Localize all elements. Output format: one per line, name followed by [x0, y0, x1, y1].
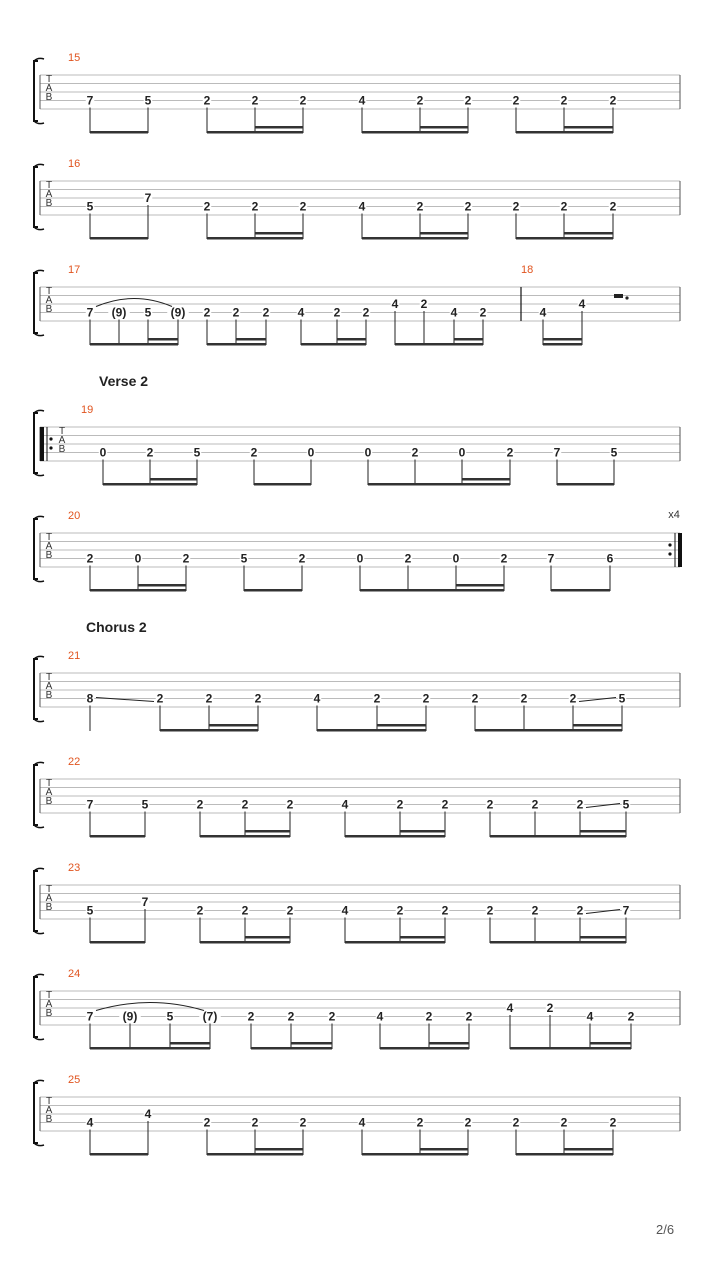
- fret-number: 2: [512, 199, 520, 214]
- fret-number: 7: [553, 445, 561, 460]
- fret-number: 7: [86, 797, 94, 812]
- system-bracket: [34, 977, 38, 1037]
- fret-number: 2: [251, 93, 259, 108]
- measure-number: 21: [68, 650, 81, 662]
- fret-number: 7: [86, 93, 94, 108]
- system-bracket: [34, 273, 38, 333]
- tab-clef-letter: T: [45, 1096, 53, 1107]
- secondary-beam: [255, 126, 303, 129]
- secondary-beam: [138, 584, 186, 587]
- fret-number: 2: [420, 297, 428, 311]
- tab-system: [34, 1074, 680, 1156]
- secondary-beam: [573, 724, 622, 727]
- bracket-curl-top: [34, 656, 44, 659]
- fret-number: 2: [362, 305, 370, 320]
- fret-number: 2: [396, 797, 404, 812]
- fret-number: 2: [531, 797, 539, 812]
- repeat-dot: [49, 437, 52, 440]
- fret-number: 2: [333, 305, 341, 320]
- fret-number: 2: [232, 305, 240, 320]
- secondary-beam: [420, 1148, 468, 1151]
- fret-number: 2: [251, 199, 259, 214]
- secondary-beam: [456, 584, 504, 587]
- secondary-beam: [564, 126, 613, 129]
- fret-number: 2: [560, 1115, 568, 1130]
- tab-system: [34, 968, 680, 1050]
- secondary-beam: [209, 724, 258, 727]
- fret-number: 2: [500, 551, 508, 566]
- fret-number: 2: [196, 903, 204, 918]
- beam: [90, 343, 178, 346]
- fret-number: 5: [141, 797, 149, 812]
- fret-number: 4: [341, 797, 349, 812]
- tab-clef-letter: A: [45, 681, 53, 692]
- fret-number: 5: [193, 445, 201, 460]
- system-bracket: [34, 167, 38, 227]
- fret-number: 2: [546, 1001, 554, 1015]
- tab-clef-letter: T: [45, 180, 53, 191]
- fret-number: 2: [627, 1009, 635, 1024]
- fret-number: (7): [202, 1009, 218, 1024]
- beam: [360, 589, 504, 592]
- bracket-curl-top: [34, 1080, 44, 1083]
- tab-clef-letter: B: [45, 304, 53, 315]
- bracket-curl-top: [34, 516, 44, 519]
- fret-number: 2: [560, 199, 568, 214]
- fret-number: 2: [576, 903, 584, 918]
- beam: [90, 941, 145, 944]
- fret-number: 2: [299, 1115, 307, 1130]
- fret-number: 2: [416, 199, 424, 214]
- fret-number: 7: [86, 1009, 94, 1024]
- tab-clef-letter: B: [45, 690, 53, 701]
- fret-number: 0: [364, 445, 372, 460]
- fret-number: 2: [86, 551, 94, 566]
- tab-system: [34, 264, 680, 346]
- tab-clef-letter: A: [45, 541, 53, 552]
- section-label-chorus-2: Chorus 2: [86, 619, 147, 635]
- beam: [345, 835, 445, 838]
- measure-number: 17: [68, 264, 81, 276]
- fret-number: 7: [141, 895, 149, 909]
- fret-number: 2: [569, 691, 577, 706]
- fret-number: 0: [134, 551, 142, 566]
- fret-number: 5: [622, 797, 630, 812]
- tab-clef-letter: A: [45, 1105, 53, 1116]
- secondary-beam: [454, 338, 483, 341]
- fret-number: 2: [298, 551, 306, 566]
- tab-clef-letter: T: [45, 672, 53, 683]
- tab-clef-letter: T: [45, 532, 53, 543]
- fret-number: 2: [286, 797, 294, 812]
- beam: [90, 237, 148, 240]
- tab-clef-letter: B: [45, 1008, 53, 1019]
- secondary-beam: [255, 1148, 303, 1151]
- fret-number: 6: [606, 551, 614, 566]
- fret-number: 5: [240, 551, 248, 566]
- tab-clef-letter: A: [45, 999, 53, 1010]
- secondary-beam: [245, 830, 290, 833]
- fret-number: 2: [299, 199, 307, 214]
- fret-number: 2: [486, 797, 494, 812]
- fret-number: 2: [251, 1115, 259, 1130]
- tab-clef-letter: B: [45, 796, 53, 807]
- tab-system: [34, 158, 680, 240]
- fret-number: 2: [464, 1115, 472, 1130]
- fret-number: 2: [205, 691, 213, 706]
- bracket-curl-bottom: [34, 121, 44, 124]
- secondary-beam: [236, 338, 266, 341]
- secondary-beam: [377, 724, 426, 727]
- secondary-beam: [590, 1042, 631, 1045]
- tab-system: [34, 404, 680, 486]
- fret-number: 2: [416, 1115, 424, 1130]
- fret-number: 2: [156, 691, 164, 706]
- beam: [395, 343, 483, 346]
- secondary-beam: [170, 1042, 210, 1045]
- fret-number: 4: [358, 199, 366, 214]
- fret-number: 2: [241, 903, 249, 918]
- fret-number: 2: [182, 551, 190, 566]
- fret-number: 4: [586, 1009, 594, 1024]
- bracket-curl-top: [34, 974, 44, 977]
- fret-number: 2: [425, 1009, 433, 1024]
- fret-number: (9): [122, 1009, 138, 1024]
- repeat-count: x4: [668, 509, 680, 521]
- tab-clef-letter: T: [58, 426, 66, 437]
- fret-number: (9): [170, 305, 186, 320]
- fret-number: 7: [547, 551, 555, 566]
- beam: [244, 589, 302, 592]
- fret-number: 7: [622, 903, 630, 918]
- secondary-beam: [150, 478, 197, 481]
- secondary-beam: [580, 830, 626, 833]
- fret-number: 2: [328, 1009, 336, 1024]
- bracket-curl-bottom: [34, 227, 44, 230]
- secondary-beam: [580, 936, 626, 939]
- rest-dot: [625, 296, 628, 299]
- bracket-curl-bottom: [34, 1143, 44, 1146]
- beam: [345, 941, 445, 944]
- beam: [516, 1153, 613, 1156]
- fret-number: 2: [254, 691, 262, 706]
- measure-number: 25: [68, 1074, 81, 1086]
- tab-clef-letter: B: [45, 550, 53, 561]
- beam: [254, 483, 311, 486]
- tab-system: [34, 756, 680, 838]
- beam: [207, 237, 303, 240]
- fret-number: 4: [506, 1001, 514, 1015]
- beam: [510, 1047, 631, 1050]
- fret-number: 2: [464, 93, 472, 108]
- fret-number: 2: [373, 691, 381, 706]
- fret-number: 2: [520, 691, 528, 706]
- fret-number: 2: [465, 1009, 473, 1024]
- beam: [207, 343, 266, 346]
- beam: [368, 483, 510, 486]
- fret-number: 4: [539, 305, 547, 320]
- beam: [207, 1153, 303, 1156]
- system-bracket: [34, 61, 38, 121]
- tab-clef-letter: A: [45, 83, 53, 94]
- slur: [96, 299, 172, 307]
- beam: [362, 237, 468, 240]
- secondary-beam: [462, 478, 510, 481]
- fret-number: 0: [307, 445, 315, 460]
- section-label-verse-2: Verse 2: [99, 373, 149, 389]
- secondary-beam: [400, 936, 445, 939]
- bracket-curl-bottom: [34, 1037, 44, 1040]
- tab-clef-letter: A: [45, 893, 53, 904]
- secondary-beam: [291, 1042, 332, 1045]
- fret-number: 2: [609, 93, 617, 108]
- repeat-end-thick-barline: [678, 533, 682, 567]
- bracket-curl-top: [34, 410, 44, 413]
- repeat-dot: [668, 543, 671, 546]
- beam: [557, 483, 614, 486]
- secondary-beam: [255, 232, 303, 235]
- bracket-curl-top: [34, 762, 44, 765]
- fret-number: 2: [531, 903, 539, 918]
- tab-clef-letter: T: [45, 884, 53, 895]
- secondary-beam: [564, 1148, 613, 1151]
- measure-number: 16: [68, 158, 81, 170]
- secondary-beam: [564, 232, 613, 235]
- beam: [160, 729, 258, 732]
- fret-number: 4: [86, 1115, 94, 1130]
- tab-system: [34, 52, 680, 134]
- system-bracket: [34, 871, 38, 931]
- beam: [490, 835, 626, 838]
- tab-system: [34, 650, 680, 732]
- fret-number: 2: [299, 93, 307, 108]
- fret-number: 0: [99, 445, 107, 460]
- tab-clef-letter: B: [45, 92, 53, 103]
- secondary-beam: [420, 126, 468, 129]
- fret-number: 2: [286, 903, 294, 918]
- fret-number: 4: [144, 1107, 152, 1121]
- measure-number: 24: [68, 968, 81, 980]
- fret-number: 2: [203, 1115, 211, 1130]
- fret-number: 5: [166, 1009, 174, 1024]
- fret-number: (9): [111, 305, 127, 320]
- secondary-beam: [245, 936, 290, 939]
- fret-number: 2: [512, 1115, 520, 1130]
- fret-number: 2: [560, 93, 568, 108]
- slur: [96, 1003, 204, 1011]
- fret-number: 2: [486, 903, 494, 918]
- bracket-curl-top: [34, 164, 44, 167]
- fret-number: 5: [86, 199, 94, 214]
- fret-number: 2: [247, 1009, 255, 1024]
- fret-number: 2: [262, 305, 270, 320]
- fret-number: 4: [578, 297, 586, 311]
- fret-number: 2: [146, 445, 154, 460]
- fret-number: 2: [203, 199, 211, 214]
- measure-number: 20: [68, 510, 81, 522]
- beam: [317, 729, 426, 732]
- secondary-beam: [337, 338, 366, 341]
- secondary-beam: [429, 1042, 469, 1045]
- tab-clef-letter: A: [45, 189, 53, 200]
- fret-number: 4: [358, 93, 366, 108]
- fret-number: 2: [241, 797, 249, 812]
- bracket-curl-bottom: [34, 333, 44, 336]
- measure-number: 18: [521, 264, 534, 276]
- repeat-dot: [668, 552, 671, 555]
- fret-number: 4: [358, 1115, 366, 1130]
- beam: [90, 835, 145, 838]
- beam: [251, 1047, 332, 1050]
- tab-clef-letter: T: [45, 286, 53, 297]
- tab-clef-letter: A: [45, 787, 53, 798]
- beam: [90, 589, 186, 592]
- bracket-curl-top: [34, 270, 44, 273]
- fret-number: 4: [450, 305, 458, 320]
- fret-number: 4: [391, 297, 399, 311]
- beam: [551, 589, 610, 592]
- fret-number: 2: [411, 445, 419, 460]
- fret-number: 2: [506, 445, 514, 460]
- fret-number: 2: [441, 797, 449, 812]
- tab-clef-letter: T: [45, 74, 53, 85]
- repeat-dot: [49, 446, 52, 449]
- measure-number: 23: [68, 862, 81, 874]
- bracket-curl-bottom: [34, 931, 44, 934]
- bracket-curl-bottom: [34, 473, 44, 476]
- fret-number: 4: [341, 903, 349, 918]
- fret-number: 2: [203, 93, 211, 108]
- fret-number: 2: [396, 903, 404, 918]
- fret-number: 2: [609, 199, 617, 214]
- fret-number: 2: [512, 93, 520, 108]
- tab-clef-letter: T: [45, 990, 53, 1001]
- fret-number: 0: [452, 551, 460, 566]
- tab-clef-letter: B: [58, 444, 66, 455]
- tab-clef-letter: B: [45, 1114, 53, 1125]
- beam: [475, 729, 622, 732]
- fret-number: 4: [376, 1009, 384, 1024]
- beam: [207, 131, 303, 134]
- beam: [200, 835, 290, 838]
- fret-number: 7: [86, 305, 94, 320]
- bracket-curl-top: [34, 58, 44, 61]
- fret-number: 2: [479, 305, 487, 320]
- measure-number: 22: [68, 756, 81, 768]
- page-number: 2/6: [656, 1222, 675, 1237]
- system-bracket: [34, 765, 38, 825]
- secondary-beam: [543, 338, 582, 341]
- bracket-curl-bottom: [34, 719, 44, 722]
- beam: [543, 343, 582, 346]
- beam: [490, 941, 626, 944]
- tab-system: [34, 509, 682, 592]
- fret-number: 7: [144, 191, 152, 205]
- fret-number: 5: [144, 93, 152, 108]
- beam: [516, 131, 613, 134]
- fret-number: 0: [458, 445, 466, 460]
- secondary-beam: [420, 232, 468, 235]
- fret-number: 2: [203, 305, 211, 320]
- system-bracket: [34, 413, 38, 473]
- beam: [90, 131, 148, 134]
- system-bracket: [34, 1083, 38, 1143]
- beam: [301, 343, 366, 346]
- fret-number: 0: [356, 551, 364, 566]
- measure-number: 15: [68, 52, 81, 64]
- bracket-curl-top: [34, 868, 44, 871]
- fret-number: 2: [196, 797, 204, 812]
- tab-system: [34, 862, 680, 944]
- beam: [362, 131, 468, 134]
- fret-number: 5: [144, 305, 152, 320]
- secondary-beam: [400, 830, 445, 833]
- system-bracket: [34, 519, 38, 579]
- tab-clef-letter: B: [45, 198, 53, 209]
- tab-clef-letter: T: [45, 778, 53, 789]
- beam: [103, 483, 197, 486]
- tab-clef-letter: A: [45, 295, 53, 306]
- bracket-curl-bottom: [34, 579, 44, 582]
- fret-number: 2: [576, 797, 584, 812]
- repeat-start-thick-barline: [40, 427, 44, 461]
- fret-number: 2: [441, 903, 449, 918]
- tab-clef-letter: B: [45, 902, 53, 913]
- fret-number: 2: [404, 551, 412, 566]
- fret-number: 2: [416, 93, 424, 108]
- beam: [380, 1047, 469, 1050]
- fret-number: 5: [86, 903, 94, 918]
- beam: [90, 1153, 148, 1156]
- bracket-curl-bottom: [34, 825, 44, 828]
- fret-number: 2: [287, 1009, 295, 1024]
- fret-number: 2: [471, 691, 479, 706]
- tab-clef-letter: A: [58, 435, 66, 446]
- beam: [516, 237, 613, 240]
- measure-number: 19: [81, 404, 94, 416]
- fret-number: 2: [422, 691, 430, 706]
- fret-number: 5: [618, 691, 626, 706]
- fret-number: 4: [313, 691, 321, 706]
- fret-number: 4: [297, 305, 305, 320]
- half-rest: [614, 294, 623, 298]
- beam: [362, 1153, 468, 1156]
- secondary-beam: [148, 338, 178, 341]
- beam: [90, 1047, 210, 1050]
- fret-number: 2: [464, 199, 472, 214]
- fret-number: 2: [609, 1115, 617, 1130]
- system-bracket: [34, 659, 38, 719]
- fret-number: 2: [250, 445, 258, 460]
- fret-number: 5: [610, 445, 618, 460]
- beam: [200, 941, 290, 944]
- fret-number: 8: [86, 691, 94, 706]
